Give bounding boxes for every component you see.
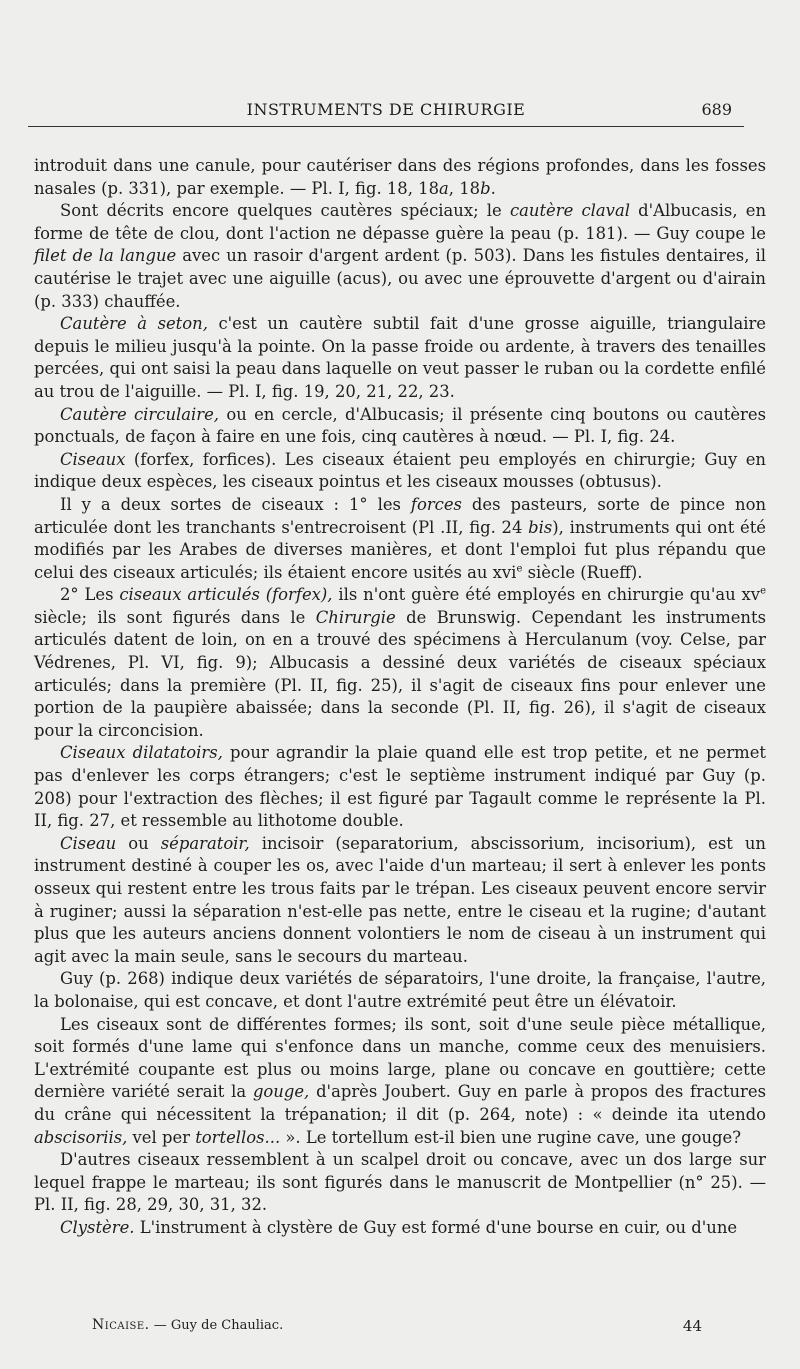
text-run: 2° Les <box>60 585 120 605</box>
page-number: 689 <box>701 100 732 119</box>
paragraph <box>34 494 766 584</box>
italic-text: ciseaux articulés (forfex), <box>119 585 333 605</box>
italic-text: abscisoriis, <box>34 1127 128 1147</box>
italic-text: séparatoir, <box>160 833 250 853</box>
paragraph <box>34 404 766 449</box>
text-run: introduit dans une canule, pour cautériser dans des régions profondes, dans les fosses nasales (p. 331), par exemple. — Pl. I, fig. 18, 18 <box>34 156 766 198</box>
running-title: INSTRUMENTS DE CHIRURGIE <box>246 100 526 119</box>
paragraph <box>34 742 766 832</box>
text-run: de Brunswig. Cependant les instruments articulés datent de loin, on en a trouvé des spécimens à Herculanum (voy. Celse, par Védrenes, Pl. VI, fig. 9); Albucasis a dessiné deux variétés de ciseaux spéciaux articulés; dans la première (Pl. II, fig. 25), il s'agit de ciseaux fins pour enlever une portion de la paupière abaissée; dans la seconde (Pl. II, fig. 26), il s'agit de ciseaux pour la circoncision. <box>34 607 766 740</box>
paragraph <box>34 1014 766 1150</box>
text-run: Sont décrits encore quelques cautères spéciaux; le <box>60 201 510 221</box>
text-run: d'après Joubert. Guy en parle à propos des fractures du crâne qui nécessitent la trépanation; il dit (p. 264, note) : « deinde ita utendo <box>34 1082 766 1124</box>
italic-text: bis <box>528 517 553 537</box>
text-run: avec un rasoir d'argent ardent (p. 503). Dans les fistules dentaires, il cautérise le trajet avec une aiguille (acus), ou avec une éprouvette d'argent ou d'airain (p. 333) chauffée. <box>34 246 766 311</box>
text-run: Guy (p. 268) indique deux variétés de séparatoirs, l'une droite, la française, l'autre, la bolonaise, qui est concave, et dont l'autre extrémité peut être un élévatoir. <box>34 969 766 1011</box>
footer-credit <box>92 1317 283 1333</box>
italic-text: filet de la langue <box>34 246 177 266</box>
signature-mark: 44 <box>682 1317 702 1335</box>
text-run: Les ciseaux sont de différentes formes; ils sont, soit d'une seule pièce métallique, soit formés d'une lame qui s'enfonce dans un manche, comme ceux des menuisiers. L'extrémité coupante est plus ou moins large, plane ou concave en gouttière; cette dernière variété serait la <box>34 1014 766 1102</box>
text-run: D'autres ciseaux ressemblent à un scalpel droit ou concave, avec un dos large sur lequel frappe le marteau; ils sont figurés dans le manuscrit de Montpellier (n° 25). — Pl. II, fig. 28, 29, 30, 31, 32. <box>34 1150 766 1215</box>
paragraph <box>34 200 766 313</box>
text-run: ou en cercle, d'Albucasis; il présente cinq boutons ou cautères ponctuals, de façon à faire en une fois, cinq cautères à nœud. — Pl. I, fig. 24. <box>34 404 766 447</box>
italic-text: gouge, <box>252 1082 310 1102</box>
italic-text: Ciseaux <box>60 449 126 469</box>
superscript: e <box>760 585 766 597</box>
superscript: e <box>516 563 523 575</box>
paragraph <box>34 313 766 403</box>
italic-text: Cautère à seton, <box>60 314 208 334</box>
text-run: (forfex, forfices). Les ciseaux étaient peu employés en chirurgie; Guy en indique deux espèces, les ciseaux pointus et les ciseaux mousses (obtusus). <box>34 449 766 492</box>
footer-author: Nicaise. <box>92 1317 150 1333</box>
italic-text: Cautère circulaire, <box>60 404 220 424</box>
text-run: pour agrandir la plaie quand elle est trop petite, et ne permet pas d'enlever les corps étrangers; c'est le septième instrument indiqué par Guy (p. 208) pour l'extraction des flèches; il est figuré par Tagault comme le représente la Pl. II, fig. 27, et ressemble au lithotome double. <box>34 743 766 831</box>
italic-text: Clystère. <box>60 1217 135 1237</box>
text-run: . <box>490 178 496 198</box>
text-run: ». Le tortellum est-il bien une rugine cave, une gouge? <box>280 1127 742 1147</box>
italic-text: tortellos... <box>195 1127 281 1147</box>
text-run: Il y a deux sortes de ciseaux : 1° les <box>60 494 411 514</box>
paragraph <box>34 968 766 1013</box>
paragraph <box>34 155 766 200</box>
text-run: ), instruments qui ont été modifiés par les Arabes de diverses manières, et dont l'emploi fut plus répandu que celui des ciseaux articulés; ils étaient encore usités au xvi <box>34 517 766 582</box>
text-run: vel per <box>127 1127 196 1147</box>
text-run: ou <box>116 833 161 853</box>
text-run: siècle (Rueff). <box>522 562 643 582</box>
text-run: L'instrument à clystère de Guy est formé d'une bourse en cuir, ou d'une <box>134 1217 738 1237</box>
footer-separator: — <box>153 1318 167 1333</box>
paragraph <box>34 584 766 742</box>
body-text <box>34 155 766 1240</box>
paragraph <box>34 833 766 969</box>
paragraph <box>34 1217 766 1240</box>
text-run: incisoir (separatorium, abscissorium, incisorium), est un instrument destiné à couper les os, avec l'aide d'un marteau; il sert à enlever les ponts osseux qui restent entre les trous faits par le trépan. Les ciseaux peuvent encore servir à ruginer; aussi la séparation n'est-elle pas nette, entre le ciseau et la rugine; d'autant plus que les auteurs anciens donnent volontiers le nom de ciseau à un instrument qui agit avec la main seule, sans le secours du marteau. <box>34 833 766 966</box>
italic-text: b <box>480 178 491 198</box>
running-header <box>28 100 744 127</box>
text-run: c'est un cautère subtil fait d'une grosse aiguille, triangulaire depuis le milieu jusqu'à la pointe. On la passe froide ou ardente, à travers des tenailles percées, qui ont saisi la peau dans laquelle on veut passer le ruban ou la cordette enfilé au trou de l'aiguille. — Pl. I, fig. 19, 20, 21, 22, 23. <box>34 314 766 401</box>
footer-work: Guy de Chauliac. <box>170 1318 284 1333</box>
paragraph <box>34 1149 766 1217</box>
italic-text: Chirurgie <box>315 607 396 627</box>
text-run: ils n'ont guère été employés en chirurgie qu'au xv <box>332 585 761 605</box>
text-run: d'Albucasis, en forme de tête de clou, dont l'action ne dépasse guère la peau (p. 181). — Guy coupe le <box>34 201 766 243</box>
text-run: , 18 <box>448 178 481 198</box>
italic-text: a <box>439 178 449 198</box>
text-run: des pasteurs, sorte de pince non articulée dont les tranchants s'entrecroisent (Pl .II, fig. 24 <box>34 494 766 537</box>
italic-text: Ciseaux dilatatoirs, <box>60 743 223 763</box>
italic-text: Ciseau <box>60 833 117 853</box>
italic-text: cautère claval <box>509 201 630 221</box>
italic-text: forces <box>410 494 462 514</box>
paragraph <box>34 449 766 494</box>
text-run: siècle; ils sont figurés dans le <box>34 607 316 627</box>
